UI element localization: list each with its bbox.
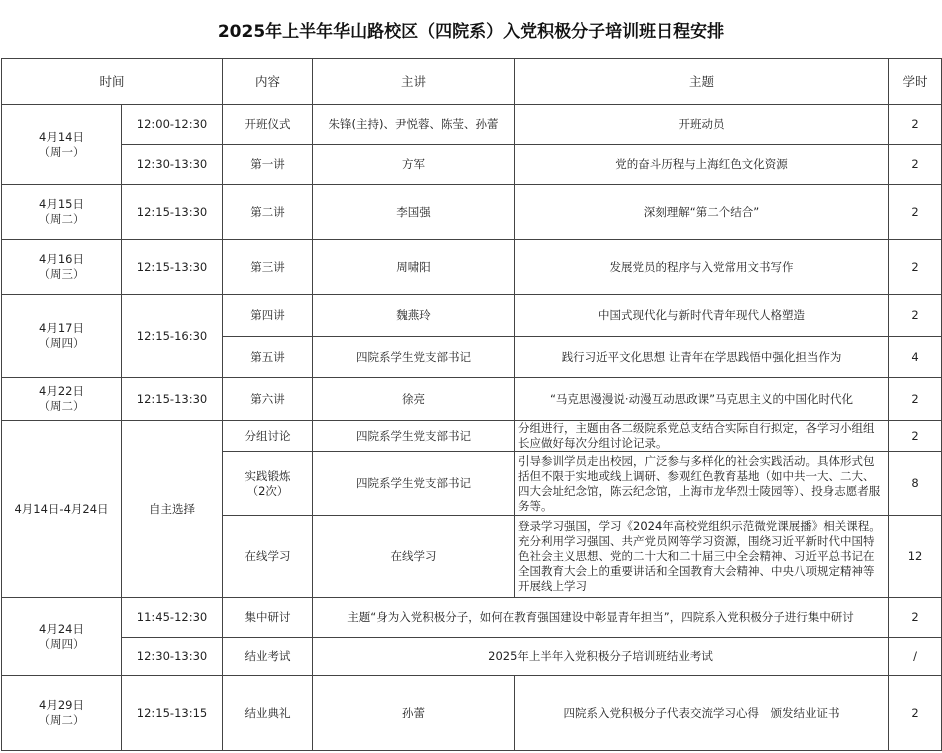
content-cell: 第三讲 — [223, 240, 313, 295]
topic-cell: 中国式现代化与新时代青年现代人格塑造 — [515, 295, 889, 337]
table-row — [2, 240, 942, 295]
speaker-cell: 朱锋(主持)、尹悦蓉、陈莹、孙蕾 — [313, 105, 515, 145]
content-cell: 结业考试 — [223, 638, 313, 676]
speaker-cell: 四院系学生党支部书记 — [313, 452, 515, 516]
hours-cell: 2 — [889, 598, 942, 638]
time-cell: 12:15-13:15 — [122, 676, 223, 751]
content-cell: 集中研讨 — [223, 598, 313, 638]
speaker-cell: 孙蕾 — [313, 676, 515, 751]
page-title: 2025年上半年华山路校区（四院系）入党积极分子培训班日程安排 — [217, 21, 725, 42]
topic-cell: 主题“身为入党积极分子，如何在教育强国建设中彰显青年担当”，四院系入党积极分子进行集中研讨 — [313, 598, 889, 638]
time-cell: 12:15-13:30 — [122, 378, 223, 421]
content-cell: 第一讲 — [223, 145, 313, 185]
content-cell: 第五讲 — [223, 337, 313, 378]
content-cell: 开班仪式 — [223, 105, 313, 145]
topic-cell: 登录学习强国，学习《2024年高校党组织示范微党课展播》相关课程。充分利用学习强国、共产党员网等学习资源，围绕习近平新时代中国特色社会主义思想、党的二十大和二十届三中全会精神、习近平总书记在全国教育大会上的重要讲话和全国教育大会精神、中央八项规定精神等开展线上学习 — [515, 516, 889, 598]
speaker-cell: 徐亮 — [313, 378, 515, 421]
speaker-cell: 周啸阳 — [313, 240, 515, 295]
speaker-cell: 方军 — [313, 145, 515, 185]
table-row — [2, 598, 942, 638]
time-cell: 12:15-16:30 — [122, 295, 223, 378]
hours-cell: 2 — [889, 295, 942, 337]
content-cell: 在线学习 — [223, 516, 313, 598]
hours-cell: 8 — [889, 452, 942, 516]
time-cell: 12:15-13:30 — [122, 240, 223, 295]
topic-cell: 分组进行，主题由各二级院系党总支结合实际自行拟定，各学习小组组长应做好每次分组讨论记录。 — [515, 421, 889, 452]
topic-cell: 开班动员 — [515, 105, 889, 145]
topic-cell: 四院系入党积极分子代表交流学习心得 颁发结业证书 — [515, 676, 889, 751]
table-row — [2, 145, 942, 185]
date-cell: 4月24日 （周四） — [2, 598, 122, 676]
hours-cell: 2 — [889, 240, 942, 295]
time-cell: 11:45-12:30 — [122, 598, 223, 638]
hours-cell: 4 — [889, 337, 942, 378]
hours-cell: 12 — [889, 516, 942, 598]
table-row — [2, 105, 942, 145]
header-content: 内容 — [223, 59, 313, 105]
table-row — [2, 421, 942, 452]
topic-cell: 发展党员的程序与入党常用文书写作 — [515, 240, 889, 295]
content-cell: 第二讲 — [223, 185, 313, 240]
table-row — [2, 185, 942, 240]
header-hours: 学时 — [889, 59, 942, 105]
hours-cell: 2 — [889, 145, 942, 185]
hours-cell: 2 — [889, 105, 942, 145]
date-cell: 4月17日 （周四） — [2, 295, 122, 378]
topic-cell: 深刻理解“第二个结合” — [515, 185, 889, 240]
header-time: 时间 — [2, 59, 223, 105]
hours-cell: 2 — [889, 378, 942, 421]
content-cell: 分组讨论 — [223, 421, 313, 452]
content-cell: 结业典礼 — [223, 676, 313, 751]
date-cell: 4月15日 （周二） — [2, 185, 122, 240]
time-cell: 12:30-13:30 — [122, 638, 223, 676]
topic-cell: “马克思漫漫说·动漫互动思政课”马克思主义的中国化时代化 — [515, 378, 889, 421]
content-cell: 实践锻炼 （2次） — [223, 452, 313, 516]
table-row — [2, 638, 942, 676]
time-cell: 自主选择 — [122, 421, 223, 598]
topic-cell: 践行习近平文化思想 让青年在学思践悟中强化担当作为 — [515, 337, 889, 378]
date-cell: 4月22日 （周二） — [2, 378, 122, 421]
time-cell: 12:30-13:30 — [122, 145, 223, 185]
hours-cell: 2 — [889, 676, 942, 751]
time-cell: 12:00-12:30 — [122, 105, 223, 145]
table-row — [2, 676, 942, 751]
date-cell: 4月14日-4月24日 — [2, 421, 122, 598]
table-header-row — [2, 59, 942, 105]
date-cell: 4月14日 （周一） — [2, 105, 122, 185]
content-cell: 第四讲 — [223, 295, 313, 337]
table-row — [2, 295, 942, 337]
time-cell: 12:15-13:30 — [122, 185, 223, 240]
header-topic: 主题 — [515, 59, 889, 105]
topic-cell: 引导参训学员走出校园，广泛参与多样化的社会实践活动。具体形式包括但不限于实地或线上调研、参观红色教育基地（如中共一大、二大、四大会址纪念馆，陈云纪念馆，上海市龙华烈士陵园等）、投身志愿者服务等。 — [515, 452, 889, 516]
hours-cell: 2 — [889, 421, 942, 452]
speaker-cell: 魏燕玲 — [313, 295, 515, 337]
header-speaker: 主讲 — [313, 59, 515, 105]
speaker-cell: 四院系学生党支部书记 — [313, 337, 515, 378]
schedule-table — [1, 58, 942, 751]
topic-cell: 党的奋斗历程与上海红色文化资源 — [515, 145, 889, 185]
hours-cell: 2 — [889, 185, 942, 240]
speaker-cell: 在线学习 — [313, 516, 515, 598]
topic-cell: 2025年上半年入党积极分子培训班结业考试 — [313, 638, 889, 676]
date-cell: 4月29日 （周二） — [2, 676, 122, 751]
content-cell: 第六讲 — [223, 378, 313, 421]
hours-cell: / — [889, 638, 942, 676]
speaker-cell: 李国强 — [313, 185, 515, 240]
speaker-cell: 四院系学生党支部书记 — [313, 421, 515, 452]
table-row — [2, 378, 942, 421]
date-cell: 4月16日 （周三） — [2, 240, 122, 295]
